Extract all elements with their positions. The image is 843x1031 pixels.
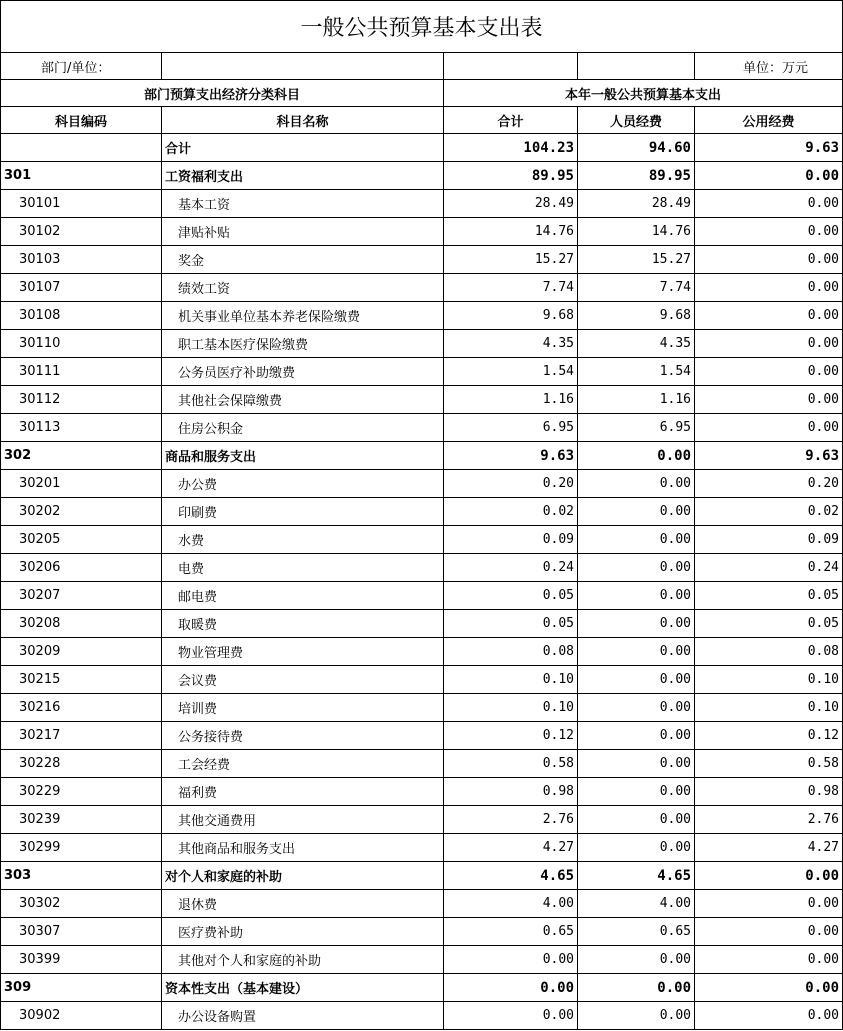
- cell-public[interactable]: 0.20: [695, 470, 843, 498]
- cell-total[interactable]: 7.74: [444, 274, 578, 302]
- cell-code[interactable]: 30215: [1, 666, 162, 694]
- cell-total[interactable]: 0.05: [444, 582, 578, 610]
- cell-personnel[interactable]: 94.60: [578, 134, 695, 162]
- table-row[interactable]: [1, 386, 843, 414]
- cell-code[interactable]: 30302: [1, 890, 162, 918]
- cell-personnel[interactable]: 0.00: [578, 806, 695, 834]
- cell-name[interactable]: 福利费: [162, 778, 444, 806]
- cell-name[interactable]: 商品和服务支出: [162, 442, 444, 470]
- cell-code[interactable]: 30101: [1, 190, 162, 218]
- cell-name[interactable]: 其他社会保障缴费: [162, 386, 444, 414]
- cell-name[interactable]: 合计: [162, 134, 444, 162]
- cell-name[interactable]: 办公费: [162, 470, 444, 498]
- cell-code[interactable]: 30103: [1, 246, 162, 274]
- cell-code[interactable]: 30113: [1, 414, 162, 442]
- cell-name[interactable]: 办公设备购置: [162, 1002, 444, 1030]
- cell-name[interactable]: 其他商品和服务支出: [162, 834, 444, 862]
- table-row[interactable]: [1, 218, 843, 246]
- cell-code[interactable]: 30307: [1, 918, 162, 946]
- department-label: 部门/单位：: [1, 53, 162, 80]
- table-row[interactable]: [1, 414, 843, 442]
- cell-public[interactable]: 0.00: [695, 918, 843, 946]
- cell-public[interactable]: 0.00: [695, 246, 843, 274]
- cell-name[interactable]: 住房公积金: [162, 414, 444, 442]
- cell-code[interactable]: 30299: [1, 834, 162, 862]
- cell-total[interactable]: 1.54: [444, 358, 578, 386]
- budget-group-header: 本年一般公共预算基本支出: [444, 80, 843, 107]
- cell-personnel[interactable]: 0.00: [578, 834, 695, 862]
- cell-name[interactable]: 印刷费: [162, 498, 444, 526]
- cell-public[interactable]: 0.00: [695, 274, 843, 302]
- cell-public[interactable]: 0.98: [695, 778, 843, 806]
- cell-total[interactable]: 0.12: [444, 722, 578, 750]
- cell-total[interactable]: 0.00: [444, 1002, 578, 1030]
- cell-personnel[interactable]: 89.95: [578, 162, 695, 190]
- table-row[interactable]: [1, 750, 843, 778]
- cell-public[interactable]: 2.76: [695, 806, 843, 834]
- table-row[interactable]: [1, 498, 843, 526]
- cell-personnel[interactable]: 0.00: [578, 694, 695, 722]
- table-row[interactable]: [1, 582, 843, 610]
- column-header-personnel: 人员经费: [578, 107, 695, 134]
- cell-code[interactable]: 303: [1, 862, 162, 890]
- page-title: 一般公共预算基本支出表: [1, 1, 843, 53]
- cell-code[interactable]: 30208: [1, 610, 162, 638]
- cell-code[interactable]: 30228: [1, 750, 162, 778]
- column-header-code: 科目编码: [1, 107, 162, 134]
- cell-total[interactable]: 4.00: [444, 890, 578, 918]
- cell-personnel[interactable]: 0.00: [578, 722, 695, 750]
- cell-name[interactable]: 工会经费: [162, 750, 444, 778]
- cell-code[interactable]: 301: [1, 162, 162, 190]
- cell-public[interactable]: 0.08: [695, 638, 843, 666]
- cell-personnel[interactable]: 0.00: [578, 582, 695, 610]
- cell-code[interactable]: 309: [1, 974, 162, 1002]
- cell-personnel[interactable]: 4.35: [578, 330, 695, 358]
- cell-total[interactable]: 2.76: [444, 806, 578, 834]
- category-group-header: 部门预算支出经济分类科目: [1, 80, 444, 107]
- cell-personnel[interactable]: 6.95: [578, 414, 695, 442]
- table-row[interactable]: [1, 778, 843, 806]
- cell-name[interactable]: 工资福利支出: [162, 162, 444, 190]
- cell-code[interactable]: 30207: [1, 582, 162, 610]
- cell-code[interactable]: 30202: [1, 498, 162, 526]
- table-row[interactable]: [1, 722, 843, 750]
- cell-public[interactable]: 0.00: [695, 218, 843, 246]
- cell-personnel[interactable]: 15.27: [578, 246, 695, 274]
- table-row[interactable]: [1, 526, 843, 554]
- cell-total[interactable]: 0.00: [444, 974, 578, 1002]
- cell-personnel[interactable]: 7.74: [578, 274, 695, 302]
- cell-public[interactable]: 9.63: [695, 134, 843, 162]
- table-row[interactable]: [1, 834, 843, 862]
- cell-public[interactable]: 0.00: [695, 386, 843, 414]
- table-row[interactable]: [1, 470, 843, 498]
- cell-public[interactable]: 0.00: [695, 414, 843, 442]
- cell-total[interactable]: 0.00: [444, 946, 578, 974]
- cell-code[interactable]: 30108: [1, 302, 162, 330]
- cell-public[interactable]: 0.00: [695, 974, 843, 1002]
- cell-personnel[interactable]: 0.00: [578, 750, 695, 778]
- cell-total[interactable]: 0.08: [444, 638, 578, 666]
- cell-public[interactable]: 0.00: [695, 1002, 843, 1030]
- cell-total[interactable]: 4.27: [444, 834, 578, 862]
- cell-total[interactable]: 0.65: [444, 918, 578, 946]
- cell-personnel[interactable]: 0.00: [578, 778, 695, 806]
- cell-public[interactable]: 0.00: [695, 302, 843, 330]
- column-header-public: 公用经费: [695, 107, 843, 134]
- cell-name[interactable]: 物业管理费: [162, 638, 444, 666]
- cell-public[interactable]: 0.10: [695, 666, 843, 694]
- cell-name[interactable]: 其他交通费用: [162, 806, 444, 834]
- cell-name[interactable]: 机关事业单位基本养老保险缴费: [162, 302, 444, 330]
- cell-total[interactable]: 9.63: [444, 442, 578, 470]
- table-row[interactable]: [1, 302, 843, 330]
- cell-total[interactable]: 4.35: [444, 330, 578, 358]
- cell-personnel[interactable]: 0.00: [578, 974, 695, 1002]
- table-row[interactable]: [1, 806, 843, 834]
- cell-total[interactable]: 0.24: [444, 554, 578, 582]
- cell-public[interactable]: 0.10: [695, 694, 843, 722]
- cell-name[interactable]: 邮电费: [162, 582, 444, 610]
- cell-personnel[interactable]: 0.00: [578, 946, 695, 974]
- cell-code[interactable]: 30107: [1, 274, 162, 302]
- cell-name[interactable]: 医疗费补助: [162, 918, 444, 946]
- cell-name[interactable]: 奖金: [162, 246, 444, 274]
- cell-public[interactable]: 0.00: [695, 190, 843, 218]
- cell-personnel[interactable]: 4.00: [578, 890, 695, 918]
- table-row-group[interactable]: [1, 862, 843, 890]
- table-row[interactable]: [1, 358, 843, 386]
- cell-public[interactable]: 0.02: [695, 498, 843, 526]
- table-row[interactable]: [1, 918, 843, 946]
- cell-total[interactable]: 0.10: [444, 666, 578, 694]
- cell-name[interactable]: 培训费: [162, 694, 444, 722]
- cell-personnel[interactable]: 9.68: [578, 302, 695, 330]
- cell-name[interactable]: 取暖费: [162, 610, 444, 638]
- cell-total[interactable]: 0.20: [444, 470, 578, 498]
- table-row-group[interactable]: [1, 442, 843, 470]
- table-row-group[interactable]: [1, 974, 843, 1002]
- cell-public[interactable]: 0.00: [695, 162, 843, 190]
- cell-name[interactable]: 其他对个人和家庭的补助: [162, 946, 444, 974]
- cell-code[interactable]: 30206: [1, 554, 162, 582]
- column-header-total: 合计: [444, 107, 578, 134]
- cell-code[interactable]: 30111: [1, 358, 162, 386]
- cell-public[interactable]: 4.27: [695, 834, 843, 862]
- cell-name[interactable]: 水费: [162, 526, 444, 554]
- cell-public[interactable]: 0.00: [695, 358, 843, 386]
- column-header-name: 科目名称: [162, 107, 444, 134]
- table-row[interactable]: [1, 246, 843, 274]
- department-value-cell[interactable]: [162, 53, 444, 80]
- cell-total[interactable]: 0.02: [444, 498, 578, 526]
- cell-total[interactable]: 104.23: [444, 134, 578, 162]
- cell-total[interactable]: 6.95: [444, 414, 578, 442]
- cell-personnel[interactable]: 1.54: [578, 358, 695, 386]
- cell-name[interactable]: 资本性支出（基本建设）: [162, 974, 444, 1002]
- cell-public[interactable]: 0.05: [695, 610, 843, 638]
- cell-public[interactable]: 0.09: [695, 526, 843, 554]
- table-row[interactable]: [1, 274, 843, 302]
- table-row-total[interactable]: [1, 134, 843, 162]
- table-row[interactable]: [1, 554, 843, 582]
- cell-total[interactable]: 0.98: [444, 778, 578, 806]
- cell-public[interactable]: 0.12: [695, 722, 843, 750]
- cell-name[interactable]: 电费: [162, 554, 444, 582]
- cell-name[interactable]: 绩效工资: [162, 274, 444, 302]
- cell-code[interactable]: 30239: [1, 806, 162, 834]
- cell-public[interactable]: 0.00: [695, 890, 843, 918]
- table-row[interactable]: [1, 638, 843, 666]
- cell-name[interactable]: 公务员医疗补助缴费: [162, 358, 444, 386]
- cell-public[interactable]: 0.58: [695, 750, 843, 778]
- cell-personnel[interactable]: 0.00: [578, 442, 695, 470]
- cell-public[interactable]: 0.00: [695, 946, 843, 974]
- table-row[interactable]: [1, 946, 843, 974]
- cell-public[interactable]: 0.24: [695, 554, 843, 582]
- cell-personnel[interactable]: 0.65: [578, 918, 695, 946]
- meta-blank-cell[interactable]: [578, 53, 695, 80]
- cell-code[interactable]: 30110: [1, 330, 162, 358]
- cell-public[interactable]: 0.05: [695, 582, 843, 610]
- cell-code[interactable]: 30229: [1, 778, 162, 806]
- cell-total[interactable]: 4.65: [444, 862, 578, 890]
- cell-name[interactable]: 津贴补贴: [162, 218, 444, 246]
- cell-code[interactable]: [1, 134, 162, 162]
- cell-code[interactable]: 30902: [1, 1002, 162, 1030]
- cell-total[interactable]: 14.76: [444, 218, 578, 246]
- cell-personnel[interactable]: 1.16: [578, 386, 695, 414]
- cell-code[interactable]: 30216: [1, 694, 162, 722]
- table-row[interactable]: [1, 890, 843, 918]
- cell-name[interactable]: 职工基本医疗保险缴费: [162, 330, 444, 358]
- table-row[interactable]: [1, 1002, 843, 1030]
- cell-total[interactable]: 0.10: [444, 694, 578, 722]
- cell-total[interactable]: 28.49: [444, 190, 578, 218]
- unit-label: 单位：万元: [695, 53, 843, 80]
- cell-personnel[interactable]: 14.76: [578, 218, 695, 246]
- meta-blank-cell[interactable]: [444, 53, 578, 80]
- table-row[interactable]: [1, 330, 843, 358]
- cell-code[interactable]: 30102: [1, 218, 162, 246]
- cell-total[interactable]: 1.16: [444, 386, 578, 414]
- cell-personnel[interactable]: 4.65: [578, 862, 695, 890]
- cell-total[interactable]: 0.09: [444, 526, 578, 554]
- cell-public[interactable]: 0.00: [695, 862, 843, 890]
- cell-name[interactable]: 退休费: [162, 890, 444, 918]
- cell-total[interactable]: 89.95: [444, 162, 578, 190]
- cell-name[interactable]: 基本工资: [162, 190, 444, 218]
- cell-name[interactable]: 对个人和家庭的补助: [162, 862, 444, 890]
- cell-code[interactable]: 30205: [1, 526, 162, 554]
- cell-code[interactable]: 30209: [1, 638, 162, 666]
- cell-personnel[interactable]: 0.00: [578, 610, 695, 638]
- cell-total[interactable]: 9.68: [444, 302, 578, 330]
- table-row[interactable]: [1, 694, 843, 722]
- cell-code[interactable]: 30112: [1, 386, 162, 414]
- table-row[interactable]: [1, 610, 843, 638]
- cell-personnel[interactable]: 0.00: [578, 666, 695, 694]
- cell-personnel[interactable]: 0.00: [578, 470, 695, 498]
- cell-personnel[interactable]: 0.00: [578, 1002, 695, 1030]
- cell-personnel[interactable]: 0.00: [578, 526, 695, 554]
- cell-total[interactable]: 0.58: [444, 750, 578, 778]
- table-row-group[interactable]: [1, 162, 843, 190]
- cell-personnel[interactable]: 0.00: [578, 638, 695, 666]
- table-row[interactable]: [1, 190, 843, 218]
- cell-public[interactable]: 0.00: [695, 330, 843, 358]
- cell-personnel[interactable]: 0.00: [578, 554, 695, 582]
- cell-code[interactable]: 30399: [1, 946, 162, 974]
- table-row[interactable]: [1, 666, 843, 694]
- cell-personnel[interactable]: 28.49: [578, 190, 695, 218]
- cell-total[interactable]: 0.05: [444, 610, 578, 638]
- cell-public[interactable]: 9.63: [695, 442, 843, 470]
- cell-personnel[interactable]: 0.00: [578, 498, 695, 526]
- cell-code[interactable]: 30217: [1, 722, 162, 750]
- cell-name[interactable]: 会议费: [162, 666, 444, 694]
- cell-total[interactable]: 15.27: [444, 246, 578, 274]
- cell-code[interactable]: 302: [1, 442, 162, 470]
- cell-code[interactable]: 30201: [1, 470, 162, 498]
- cell-name[interactable]: 公务接待费: [162, 722, 444, 750]
